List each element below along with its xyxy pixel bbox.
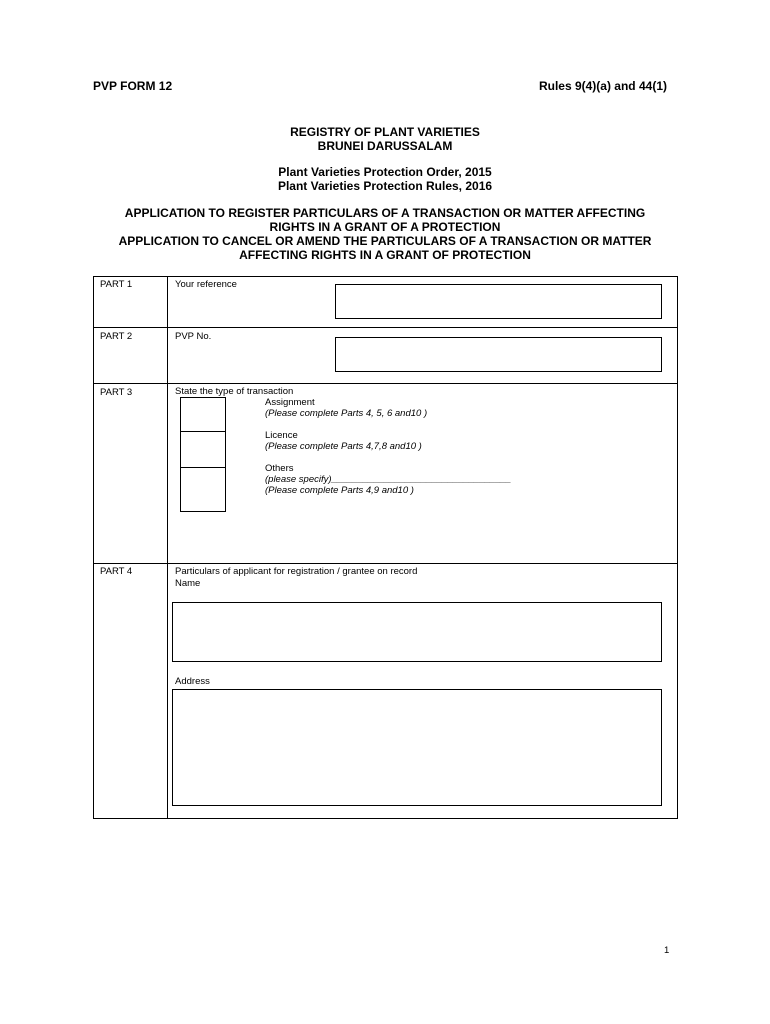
application-title-line4: AFFECTING RIGHTS IN A GRANT OF PROTECTION (239, 248, 531, 262)
part2-label: PART 2 (100, 331, 133, 342)
registry-title: REGISTRY OF PLANT VARIETIES (290, 125, 480, 139)
page-number: 1 (664, 945, 670, 956)
name-label: Name (175, 578, 201, 589)
your-reference-label: Your reference (175, 279, 237, 290)
pvp-no-field[interactable] (335, 337, 662, 372)
address-label: Address (175, 676, 210, 687)
form-number: PVP FORM 12 (93, 79, 173, 93)
transaction-type-label: State the type of transaction (175, 386, 294, 397)
others-checkbox[interactable] (180, 467, 226, 512)
others-label: Others (265, 463, 294, 474)
part3-label: PART 3 (100, 387, 133, 398)
part4-label: PART 4 (100, 566, 133, 577)
assignment-note: (Please complete Parts 4, 5, 6 and10 ) (265, 408, 428, 419)
licence-label: Licence (265, 430, 298, 441)
assignment-checkbox[interactable] (180, 397, 226, 434)
licence-checkbox[interactable] (180, 431, 226, 469)
rules-reference: Rules 9(4)(a) and 44(1) (538, 79, 667, 93)
applicant-particulars-label: Particulars of applicant for registration / grantee on record (175, 566, 418, 577)
row-divider (93, 383, 678, 384)
licence-note: (Please complete Parts 4,7,8 and10 ) (265, 441, 422, 452)
order-title: Plant Varieties Protection Order, 2015 (278, 165, 492, 179)
row-divider (93, 327, 678, 328)
column-divider (167, 276, 168, 819)
address-field[interactable] (172, 689, 662, 806)
your-reference-field[interactable] (335, 284, 662, 319)
application-title-line3: APPLICATION TO CANCEL OR AMEND THE PARTICULARS OF A TRANSACTION OR MATTER (118, 234, 652, 248)
name-field[interactable] (172, 602, 662, 662)
application-title-line2: RIGHTS IN A GRANT OF A PROTECTION (269, 220, 501, 234)
others-note: (Please complete Parts 4,9 and10 ) (265, 485, 414, 496)
part1-label: PART 1 (100, 279, 133, 290)
others-specify-field[interactable]: (please specify)__________________________________ (265, 474, 512, 485)
assignment-label: Assignment (265, 397, 315, 408)
row-divider (93, 563, 678, 564)
pvp-no-label: PVP No. (175, 331, 212, 342)
country-title: BRUNEI DARUSSALAM (317, 139, 453, 153)
rules-title: Plant Varieties Protection Rules, 2016 (277, 179, 493, 193)
application-title-line1: APPLICATION TO REGISTER PARTICULARS OF A TRANSACTION OR MATTER AFFECTING (124, 206, 646, 220)
